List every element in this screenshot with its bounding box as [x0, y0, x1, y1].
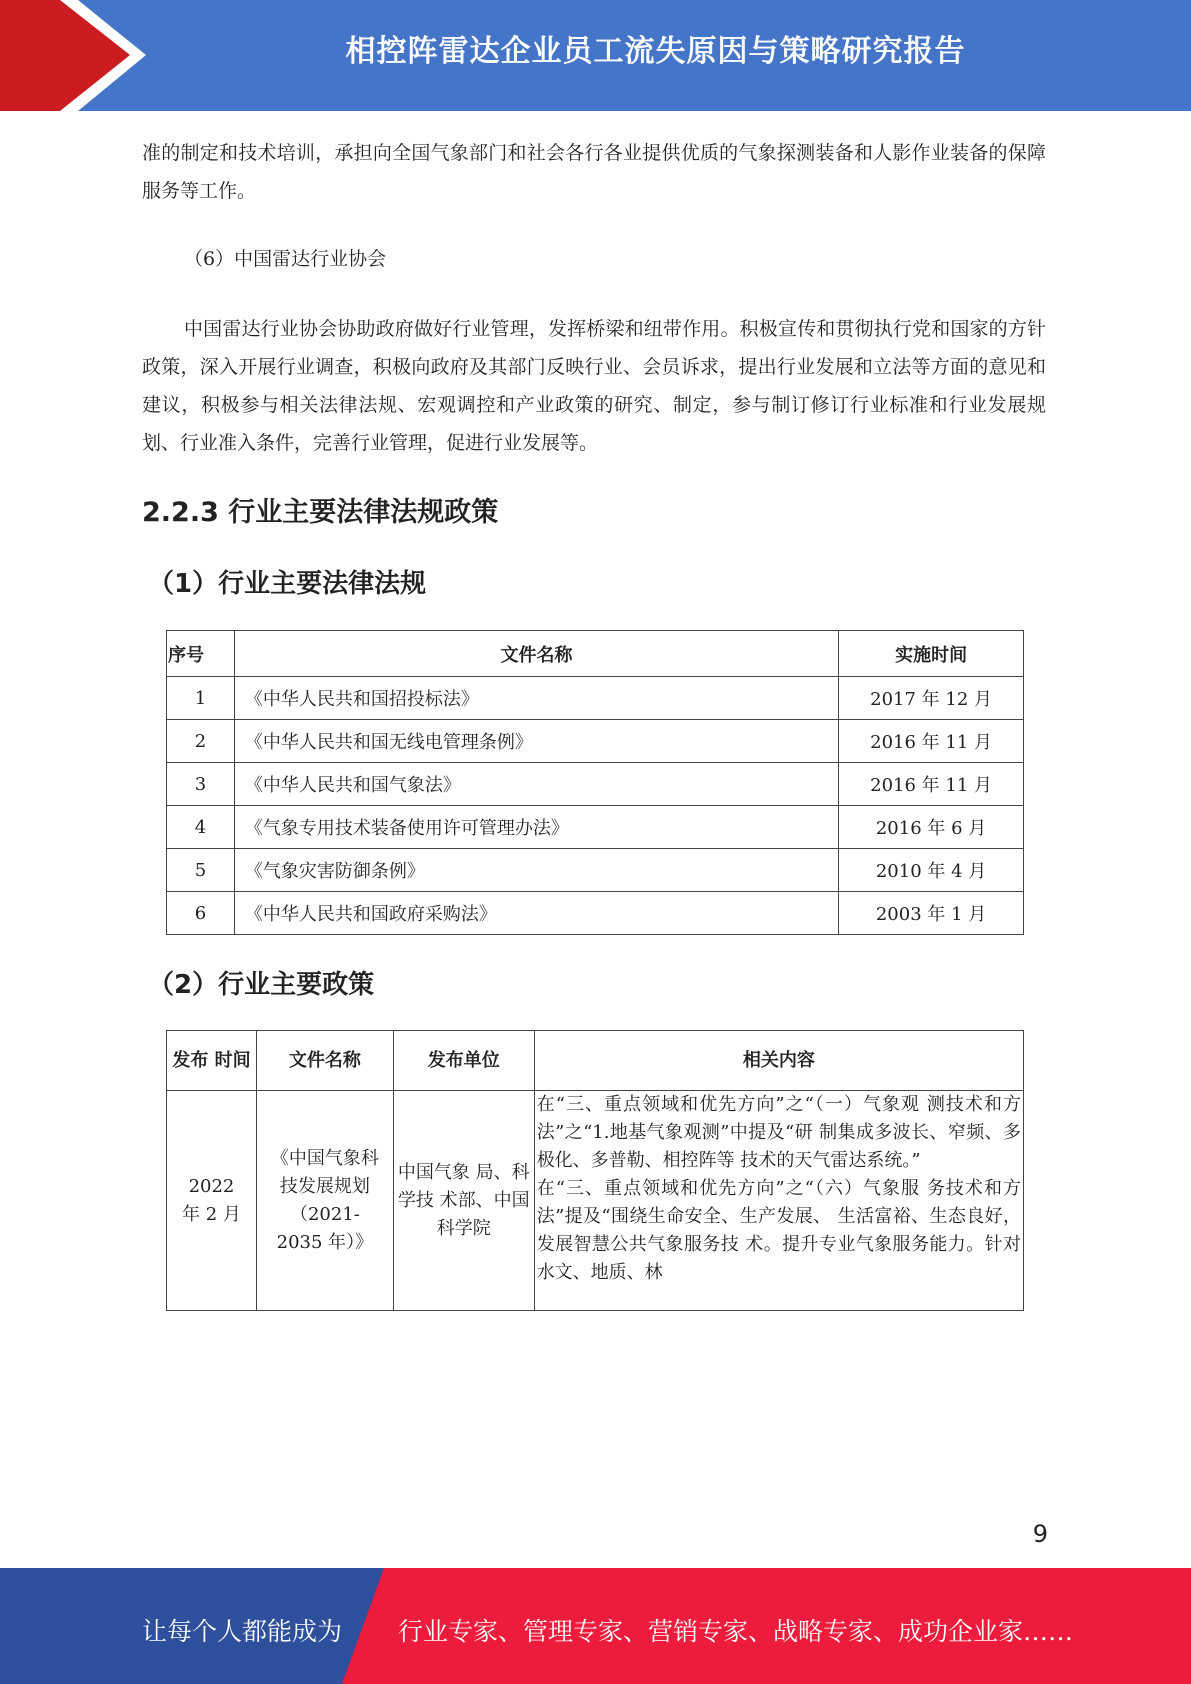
table-row	[167, 763, 1024, 806]
policies-table	[166, 1030, 1024, 1311]
laws-table	[166, 630, 1024, 935]
laws-heading: （1）行业主要法律法规	[148, 569, 427, 599]
table-row	[167, 892, 1024, 935]
content-paragraph: 在“三、重点领域和优先方向”之“（一）气象观 测技术和方法”之“1.地基气象观测”中提及“研 制集成多波长、窄频、多极化、多普勒、相控阵等 技术的天气雷达系统。”	[536, 1094, 1021, 1171]
document-name: 《气象专用技术装备使用许可管理办法》	[234, 806, 838, 849]
row-number: 2	[167, 720, 235, 763]
body-text-block	[142, 240, 1046, 278]
body-text-block	[142, 134, 1046, 210]
footer-slogan-left: 让每个人都能成为	[142, 1617, 343, 1646]
document-name: 《气象灾害防御条例》	[234, 849, 838, 892]
column-header: 相关内容	[534, 1031, 1023, 1091]
body-text-block	[142, 310, 1046, 462]
table-row	[167, 677, 1024, 720]
footer-slogan-right: 行业专家、管理专家、营销专家、战略专家、成功企业家……	[398, 1617, 1074, 1646]
column-header: 发布 时间	[167, 1031, 257, 1091]
row-number: 6	[167, 892, 235, 935]
table-row	[167, 849, 1024, 892]
effective-date: 2016 年 11 月	[839, 720, 1024, 763]
paragraph: 准的制定和技术培训，承担向全国气象部门和社会各行各业提供优质的气象探测装备和人影作业装备的保障服务等工作。	[142, 142, 1046, 202]
document-name: 《中华人民共和国气象法》	[234, 763, 838, 806]
document-name: 《中华人民共和国政府采购法》	[234, 892, 838, 935]
content-paragraph: 在“三、重点领域和优先方向”之“（六）气象服 务技术和方法”提及“围绕生命安全、生产发展、 生活富裕、生态良好，发展智慧公共气象服务技 术。提升专业气象服务能力。针对水文、地质、林	[536, 1178, 1021, 1283]
effective-date: 2016 年 6 月	[839, 806, 1024, 849]
paragraph: 中国雷达行业协会协助政府做好行业管理，发挥桥梁和纽带作用。积极宣传和贯彻执行党和国家的方针政策，深入开展行业调查，积极向政府及其部门反映行业、会员诉求，提出行业发展和立法等方面的意见和建议，积极参与相关法律法规、宏观调控和产业政策的研究、制定，参与制订修订行业标准和行业发展规划、行业准入条件，完善行业管理，促进行业发展等。	[142, 318, 1046, 454]
effective-date: 2010 年 4 月	[839, 849, 1024, 892]
table-header-row	[167, 1031, 1024, 1091]
page-number: 9	[1032, 1520, 1048, 1548]
table-row	[167, 720, 1024, 763]
column-header: 文件名称	[234, 631, 838, 677]
effective-date: 2017 年 12 月	[839, 677, 1024, 720]
column-header: 发布单位	[393, 1031, 534, 1091]
table-header-row	[167, 631, 1024, 677]
column-header: 实施时间	[839, 631, 1024, 677]
document-name: 《中国气象科技发展规划（2021-2035 年）》	[256, 1091, 393, 1311]
row-number: 4	[167, 806, 235, 849]
table-row	[167, 806, 1024, 849]
column-header: 文件名称	[256, 1031, 393, 1091]
release-date: 2022 年 2 月	[167, 1091, 257, 1311]
issuing-agency: 中国气象 局、科学技 术部、中国 科学院	[393, 1091, 534, 1311]
column-header: 序号	[167, 631, 235, 677]
effective-date: 2016 年 11 月	[839, 763, 1024, 806]
page-footer	[0, 1568, 1191, 1684]
related-content	[534, 1091, 1023, 1311]
page-header	[0, 0, 1191, 111]
policies-heading: （2）行业主要政策	[148, 970, 375, 1000]
subheading-association: （6）中国雷达行业协会	[184, 248, 387, 270]
section-heading: 2.2.3 行业主要法律法规政策	[142, 497, 499, 528]
row-number: 3	[167, 763, 235, 806]
effective-date: 2003 年 1 月	[839, 892, 1024, 935]
table-row	[167, 1091, 1024, 1311]
document-name: 《中华人民共和国招投标法》	[234, 677, 838, 720]
row-number: 5	[167, 849, 235, 892]
report-title: 相控阵雷达企业员工流失原因与策略研究报告	[345, 34, 966, 69]
document-name: 《中华人民共和国无线电管理条例》	[234, 720, 838, 763]
row-number: 1	[167, 677, 235, 720]
